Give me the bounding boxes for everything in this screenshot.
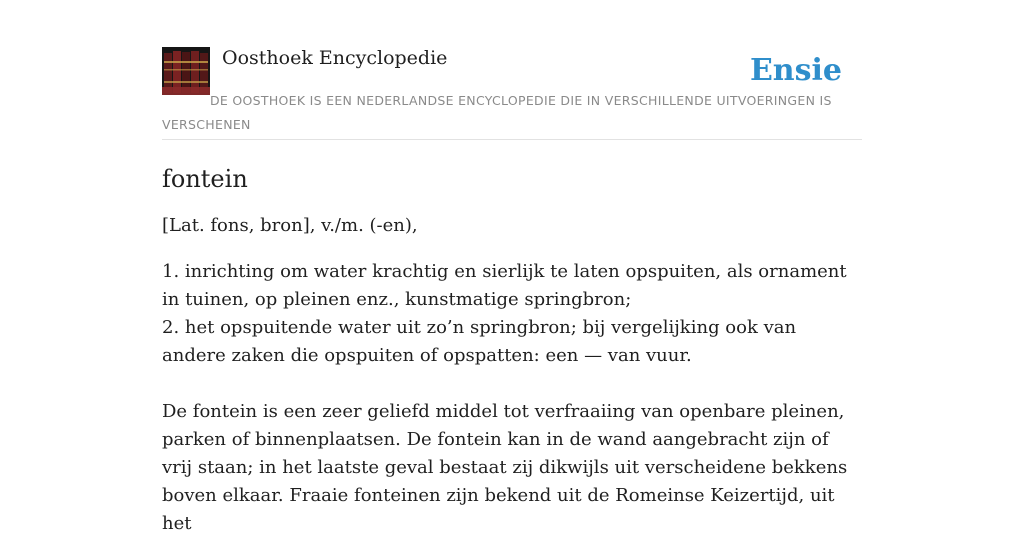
publication-header — [162, 46, 862, 140]
definition-item: 2. het opspuitende water uit zo’n springbron; bij vergelijking ook van andere zaken die opspuiten of opspatten: een — van vuur. — [162, 317, 797, 366]
header-divider — [162, 139, 862, 140]
publication-avatar[interactable] — [162, 47, 210, 95]
definition-item: 1. inrichting om water krachtig en sierlijk te laten opspuiten, als ornament in tuinen, op pleinen enz., kunstmatige springbron; — [162, 261, 847, 310]
publication-tagline: DE OOSTHOEK IS EEN NEDERLANDSE ENCYCLOPEDIE DIE IN VERSCHILLENDE UITVOERINGEN IS VERSCHENEN — [162, 93, 832, 132]
article — [162, 160, 862, 538]
encyclopedia-books-icon — [162, 47, 210, 95]
article-etymology: [Lat. fons, bron], v./m. (-en), — [162, 215, 418, 236]
article-title: fontein — [162, 165, 248, 193]
publication-name[interactable]: Oosthoek Encyclopedie — [222, 47, 448, 69]
ensie-logo-link[interactable]: Ensie — [749, 53, 842, 88]
article-definitions — [162, 258, 862, 370]
article-body: De fontein is een zeer geliefd middel tot verfraaiing van openbare pleinen, parken of binnenplaatsen. De fontein kan in de wand aangebracht zijn of vrij staan; in het laatste geval bestaat zij dikwijls uit verscheidene bekkens boven elkaar. Fraaie fonteinen zijn bekend uit de Romeinse Keizertijd, uit het — [162, 401, 848, 534]
